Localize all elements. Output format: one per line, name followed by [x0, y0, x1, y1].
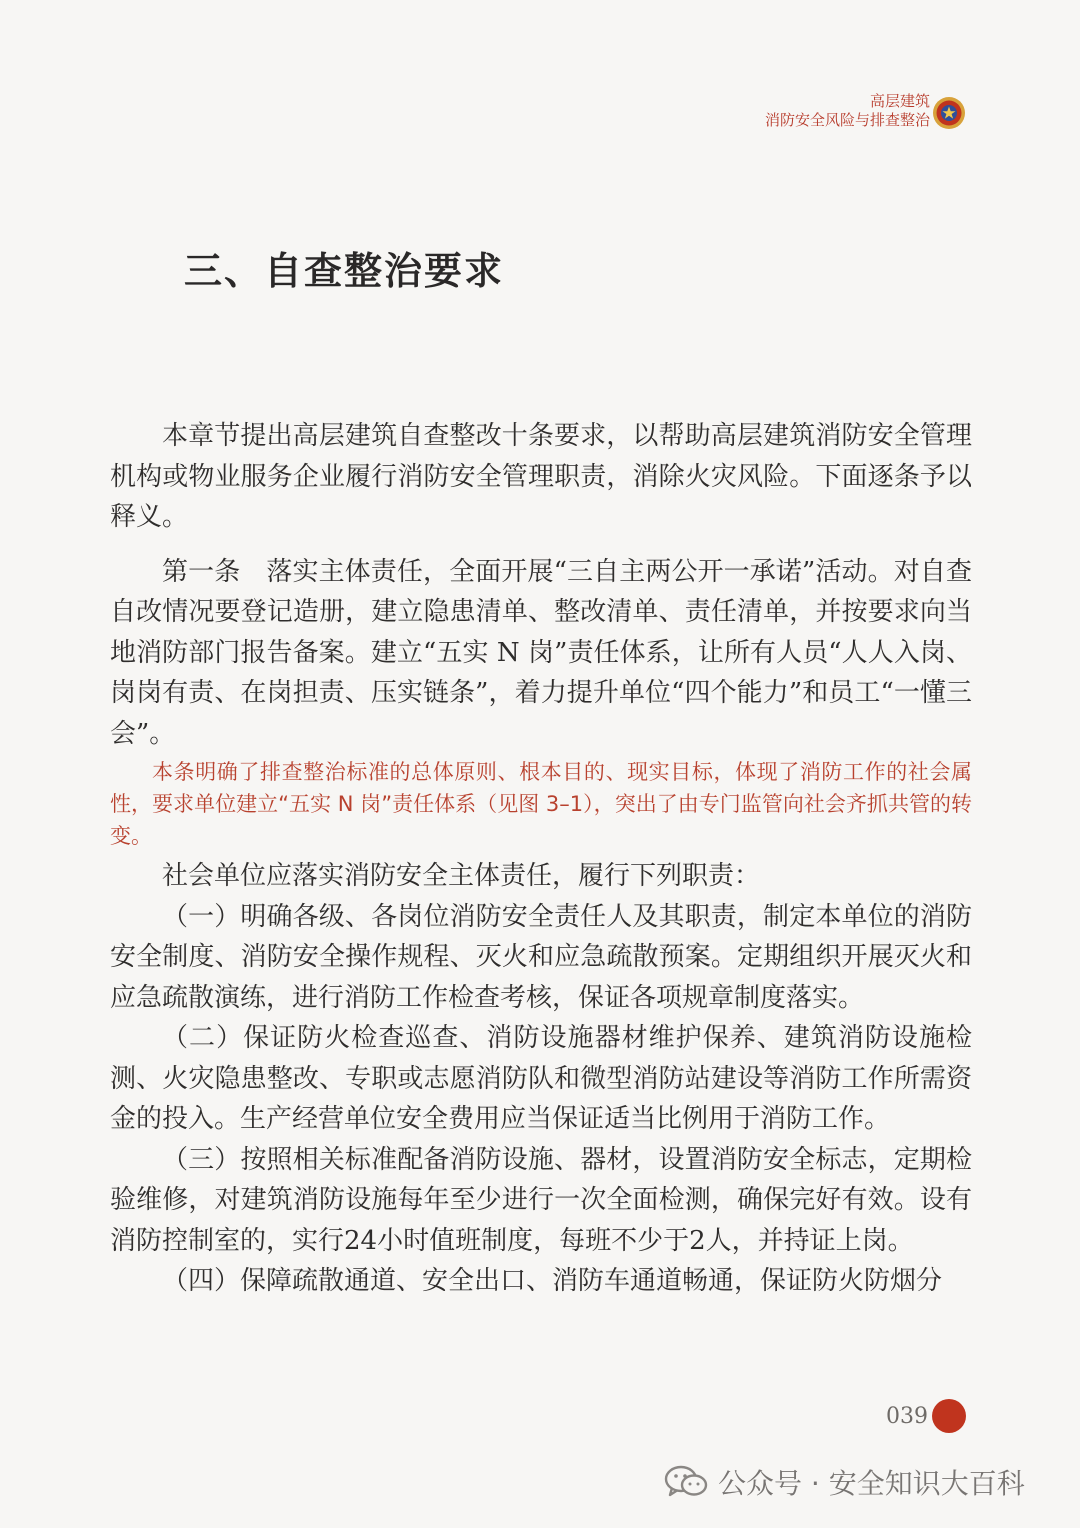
duty-item-1: （一）明确各级、各岗位消防安全责任人及其职责，制定本单位的消防安全制度、消防安全操作规程、灭火和应急疏散预案。定期组织开展灭火和应急疏散演练，进行消防工作检查考核，保证各项规章制度落实。 [110, 901, 972, 1013]
duties-intro: 社会单位应落实消防安全主体责任，履行下列职责： [162, 861, 761, 891]
article-1-text: 落实主体责任，全面开展“三自主两公开一承诺”活动。对自查自改情况要登记造册，建立隐患清单、整改清单、责任清单，并按要求向当地消防部门报告备案。建立“五实 N 岗”责任体系，让所有人员“人人入岗、岗岗有责、在岗担责、压实链条”，着力提升单位“四个能力”和员工“一懂三会”。 [110, 556, 972, 749]
wechat-icon [664, 1465, 708, 1499]
page-number-dot [932, 1399, 966, 1433]
article-1-label: 第一条 [162, 556, 241, 587]
header-line-1: 高层建筑 [869, 92, 930, 110]
header-line-2: 消防安全风险与排查整治 [764, 111, 930, 129]
article-1-paragraph [110, 552, 972, 755]
section-title: 三、自查整治要求 [184, 249, 505, 293]
page-number: 039 [886, 1404, 928, 1429]
duty-item-3: （三）按照相关标准配备消防设施、器材，设置消防安全标志，定期检验维修，对建筑消防设施每年至少进行一次全面检测，确保完好有效。设有消防控制室的，实行24小时值班制度，每班不少于2人，并持证上岗。 [110, 1144, 972, 1256]
watermark [664, 1462, 1025, 1502]
article-1-commentary: 本条明确了排查整治标准的总体原则、根本目的、现实目标，体现了消防工作的社会属性，要求单位建立“五实 N 岗”责任体系（见图 3–1），突出了由专门监管向社会齐抓共管的转变。 [110, 760, 972, 848]
duty-item-2: （二）保证防火检查巡查、消防设施器材维护保养、建筑消防设施检测、火灾隐患整改、专职或志愿消防队和微型消防站建设等消防工作所需资金的投入。生产经营单位安全费用应当保证适当比例用于消防工作。 [110, 1023, 972, 1134]
body-content [110, 416, 972, 1302]
watermark-text: 公众号 · 安全知识大百科 [718, 1467, 1025, 1500]
fire-rescue-emblem-icon [932, 96, 966, 130]
running-header [765, 92, 930, 130]
intro-paragraph: 本章节提出高层建筑自查整改十条要求，以帮助高层建筑消防安全管理机构或物业服务企业履行消防安全管理职责，消除火灾风险。下面逐条予以释义。 [110, 421, 972, 532]
duty-item-4: （四）保障疏散通道、安全出口、消防车通道畅通，保证防火防烟分 [162, 1266, 943, 1296]
